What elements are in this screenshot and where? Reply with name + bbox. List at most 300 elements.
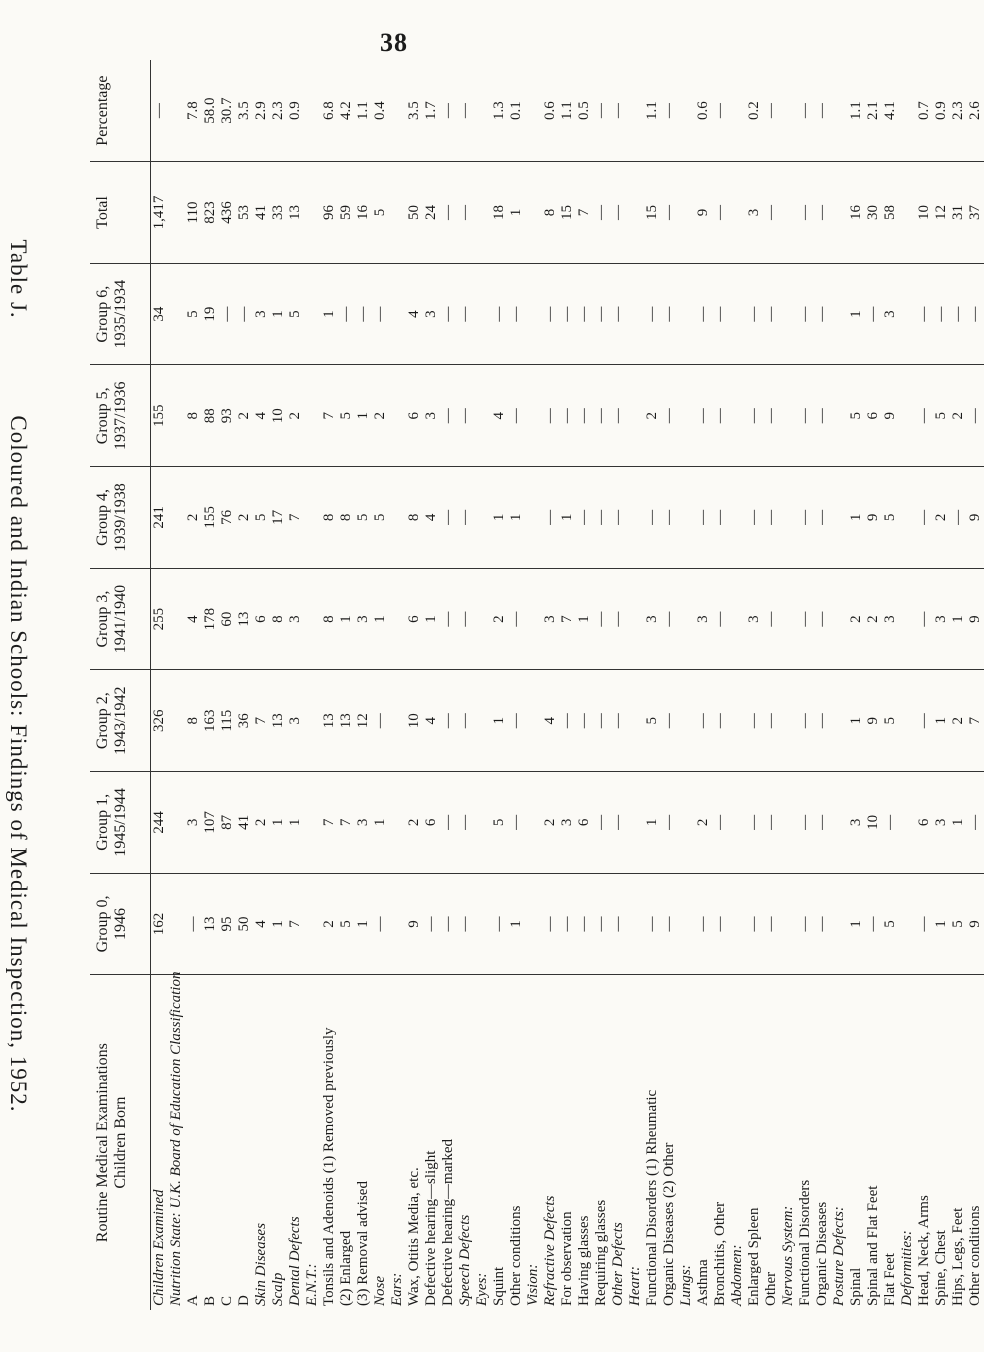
table-cell: 4: [185, 568, 202, 670]
table-cell: —: [457, 60, 474, 162]
table-heading: Coloured and Indian Schools: Findings of Medical Inspection, 1952.: [6, 415, 31, 1113]
table-cell: 58.0: [202, 60, 219, 162]
table-cell: 1: [559, 467, 576, 569]
table-cell: 1: [950, 568, 967, 670]
row-label: B: [202, 1295, 218, 1306]
row-label: Nose: [372, 1276, 388, 1306]
table-cell: [304, 772, 321, 874]
row-label: Other conditions: [508, 1205, 524, 1306]
table-cell: [831, 162, 848, 264]
table-row: [389, 60, 406, 1310]
table-cell: —: [219, 263, 236, 365]
table-cell: 6: [916, 772, 933, 874]
table-cell: —: [338, 263, 355, 365]
table-cell: 5: [338, 365, 355, 467]
table-row: [219, 60, 236, 1310]
table-cell: [780, 670, 797, 772]
table-cell: 5: [185, 263, 202, 365]
table-cell: —: [661, 162, 678, 264]
table-cell: 3: [355, 568, 372, 670]
row-label: E.N.T.:: [304, 1263, 320, 1306]
table-row: [202, 60, 219, 1310]
table-cell: —: [593, 60, 610, 162]
table-cell: 2: [491, 568, 508, 670]
table-cell: 5: [338, 873, 355, 975]
row-label: Head, Neck, Arms: [916, 1195, 932, 1306]
table-cell: 3: [542, 568, 559, 670]
table-cell: 3: [287, 568, 304, 670]
table-cell: —: [712, 670, 729, 772]
table-row: [525, 60, 542, 1310]
table-cell: 93: [219, 365, 236, 467]
table-cell: 24: [423, 162, 440, 264]
table-cell: 0.5: [576, 60, 593, 162]
table-cell: [729, 772, 746, 874]
table-cell: —: [797, 365, 814, 467]
table-cell: —: [355, 263, 372, 365]
table-cell: [899, 670, 916, 772]
table-cell: 3.5: [406, 60, 423, 162]
table-cell: 6: [576, 772, 593, 874]
table-cell: 3: [695, 568, 712, 670]
table-cell: —: [576, 365, 593, 467]
table-cell: 1: [423, 568, 440, 670]
table-cell: [304, 873, 321, 975]
table-cell: [678, 772, 695, 874]
column-header: [90, 467, 151, 569]
table-cell: 9: [865, 670, 882, 772]
table-cell: 1: [372, 772, 389, 874]
row-label: Children Examined: [151, 1189, 167, 1306]
column-header-line: 1939/1938: [112, 483, 129, 552]
table-cell: —: [542, 263, 559, 365]
table-cell: 6: [406, 568, 423, 670]
table-cell: 36: [236, 670, 253, 772]
table-cell: [474, 568, 491, 670]
table-cell: —: [933, 263, 950, 365]
table-row: [542, 60, 559, 1310]
table-cell: 1: [491, 670, 508, 772]
table-cell: [729, 873, 746, 975]
table-cell: 162: [151, 873, 169, 975]
table-cell: 58: [882, 162, 899, 264]
table-cell: —: [814, 670, 831, 772]
table-cell: —: [746, 365, 763, 467]
side-heading: [5, 239, 31, 1112]
table-cell: 2: [950, 365, 967, 467]
column-header-line: Percentage: [94, 75, 111, 146]
table-cell: 1: [950, 772, 967, 874]
row-label: Squint: [491, 1266, 507, 1306]
table-cell: —: [593, 568, 610, 670]
row-label: Bronchitis, Other: [712, 1201, 728, 1306]
table-cell: 6: [406, 365, 423, 467]
table-cell: [304, 60, 321, 162]
table-cell: —: [559, 365, 576, 467]
table-cell: [525, 772, 542, 874]
table-cell: [474, 162, 491, 264]
table-cell: [389, 263, 406, 365]
table-cell: —: [440, 873, 457, 975]
page-number: 38: [380, 28, 408, 57]
table-cell: —: [440, 670, 457, 772]
table-cell: 76: [219, 467, 236, 569]
table-cell: [729, 162, 746, 264]
row-label: Skin Diseases: [253, 1223, 269, 1306]
table-row: [797, 60, 814, 1310]
table-cell: —: [576, 467, 593, 569]
table-cell: 1: [287, 772, 304, 874]
column-header-line: 1935/1934: [112, 279, 129, 349]
table-row: [236, 60, 253, 1310]
table-cell: 5: [372, 467, 389, 569]
row-label: Other Defects: [610, 1222, 626, 1306]
table-cell: 53: [236, 162, 253, 264]
table-cell: 2: [933, 467, 950, 569]
row-label: Organic Diseases (2) Other: [661, 1142, 677, 1306]
column-header: [90, 772, 151, 874]
table-cell: [168, 772, 185, 874]
table-cell: —: [661, 467, 678, 569]
table-cell: 2: [185, 467, 202, 569]
table-cell: —: [797, 772, 814, 874]
table-cell: 1: [270, 873, 287, 975]
rotated-table: [90, 60, 983, 1310]
table-cell: —: [814, 60, 831, 162]
row-label: (2) Enlarged: [338, 1230, 354, 1306]
table-row: [406, 60, 423, 1310]
table-cell: 1: [508, 873, 525, 975]
table-row: [644, 60, 661, 1310]
table-cell: —: [610, 263, 627, 365]
table-cell: [780, 873, 797, 975]
table-row: [355, 60, 372, 1310]
table-cell: [389, 568, 406, 670]
table-cell: 4: [253, 873, 270, 975]
row-label: Vision:: [525, 1263, 541, 1306]
row-label: A: [185, 1295, 201, 1306]
table-cell: [780, 772, 797, 874]
table-cell: 0.9: [933, 60, 950, 162]
table-cell: 1: [355, 873, 372, 975]
table-cell: 41: [236, 772, 253, 874]
column-header-line: 1937/1936: [112, 381, 129, 450]
table-cell: —: [440, 568, 457, 670]
table-cell: [678, 60, 695, 162]
table-cell: —: [763, 365, 780, 467]
table-cell: —: [967, 365, 984, 467]
row-label: Nervous System:: [780, 1205, 796, 1306]
table-cell: 4: [423, 670, 440, 772]
table-row: [780, 60, 797, 1310]
table-cell: [525, 162, 542, 264]
table-cell: 155: [151, 365, 169, 467]
table-cell: 1.1: [848, 60, 865, 162]
table-cell: [627, 568, 644, 670]
table-cell: [389, 60, 406, 162]
table-cell: 7: [321, 365, 338, 467]
table-cell: 4.1: [882, 60, 899, 162]
table-cell: [678, 263, 695, 365]
table-cell: 3: [253, 263, 270, 365]
table-cell: [899, 263, 916, 365]
table-body: [151, 60, 984, 1310]
table-row: [695, 60, 712, 1310]
table-cell: —: [967, 263, 984, 365]
row-label: Tonsils and Adenoids (1) Removed previously: [321, 1027, 337, 1306]
table-cell: [899, 60, 916, 162]
table-cell: 1.1: [559, 60, 576, 162]
table-row: [559, 60, 576, 1310]
table-cell: [831, 772, 848, 874]
table-cell: 7: [576, 162, 593, 264]
table-cell: —: [661, 568, 678, 670]
table-cell: —: [457, 873, 474, 975]
table-cell: 1: [576, 568, 593, 670]
table-cell: [729, 467, 746, 569]
table-cell: 4.2: [338, 60, 355, 162]
column-header-line: Group 4,: [94, 488, 111, 546]
table-cell: [678, 467, 695, 569]
table-cell: 1: [321, 263, 338, 365]
table-cell: 3: [882, 568, 899, 670]
table-cell: —: [950, 263, 967, 365]
table-cell: 1: [933, 670, 950, 772]
row-label: Posture Defects:: [831, 1206, 847, 1306]
table-cell: [525, 263, 542, 365]
table-cell: 7: [967, 670, 984, 772]
table-cell: —: [661, 60, 678, 162]
table-cell: —: [491, 263, 508, 365]
table-cell: 155: [202, 467, 219, 569]
row-label: Scalp: [270, 1272, 286, 1306]
table-cell: —: [712, 162, 729, 264]
table-cell: —: [661, 263, 678, 365]
table-cell: [525, 60, 542, 162]
table-cell: 9: [967, 873, 984, 975]
column-header-line: Group 0,: [94, 895, 111, 953]
table-cell: 7: [559, 568, 576, 670]
table-cell: [389, 670, 406, 772]
table-cell: [474, 60, 491, 162]
column-header-label: [90, 975, 151, 1310]
table-cell: —: [610, 568, 627, 670]
table-cell: —: [797, 162, 814, 264]
table-cell: [678, 670, 695, 772]
row-label: Functional Disorders (1) Rheumatic: [644, 1089, 660, 1306]
table-cell: 178: [202, 568, 219, 670]
table-cell: 2.6: [967, 60, 984, 162]
table-cell: 6: [865, 365, 882, 467]
table-cell: 5: [287, 263, 304, 365]
column-header-line: 1946: [112, 907, 129, 940]
table-cell: —: [814, 162, 831, 264]
table-cell: 60: [219, 568, 236, 670]
row-label: Functional Disorders: [797, 1179, 813, 1306]
table-cell: [304, 263, 321, 365]
table-cell: 96: [321, 162, 338, 264]
table-cell: [474, 365, 491, 467]
table-cell: —: [661, 365, 678, 467]
table-cell: 8: [406, 467, 423, 569]
table-cell: —: [695, 467, 712, 569]
table-cell: —: [916, 365, 933, 467]
table-cell: —: [865, 263, 882, 365]
table-cell: 5: [491, 772, 508, 874]
table-cell: —: [916, 670, 933, 772]
table-cell: —: [916, 568, 933, 670]
table-cell: [831, 467, 848, 569]
table-cell: —: [797, 873, 814, 975]
table-cell: —: [593, 365, 610, 467]
table-row: [304, 60, 321, 1310]
table-cell: [780, 568, 797, 670]
table-cell: [525, 568, 542, 670]
table-cell: 1: [491, 467, 508, 569]
table-row: [610, 60, 627, 1310]
table-cell: —: [763, 873, 780, 975]
table-cell: 1: [933, 873, 950, 975]
table-cell: —: [661, 670, 678, 772]
table-cell: —: [746, 772, 763, 874]
table-cell: —: [457, 162, 474, 264]
table-row: [831, 60, 848, 1310]
table-cell: —: [508, 568, 525, 670]
row-label: Ears:: [389, 1272, 405, 1306]
table-cell: 3: [746, 568, 763, 670]
table-cell: —: [610, 467, 627, 569]
table-cell: 0.7: [916, 60, 933, 162]
table-cell: —: [763, 263, 780, 365]
table-cell: [168, 365, 185, 467]
table-row: [270, 60, 287, 1310]
table-row: [253, 60, 270, 1310]
table-cell: —: [797, 263, 814, 365]
table-cell: 326: [151, 670, 169, 772]
table-cell: —: [712, 568, 729, 670]
table-cell: [899, 162, 916, 264]
row-label: Refractive Defects: [542, 1195, 558, 1306]
table-cell: 2: [542, 772, 559, 874]
table-cell: 15: [559, 162, 576, 264]
column-header: [90, 263, 151, 365]
table-cell: [729, 568, 746, 670]
row-label: C: [219, 1295, 235, 1306]
table-cell: 107: [202, 772, 219, 874]
table-cell: [168, 568, 185, 670]
table-cell: 7: [287, 467, 304, 569]
row-label: Other conditions: [967, 1205, 983, 1306]
table-cell: 1.1: [355, 60, 372, 162]
table-cell: —: [372, 263, 389, 365]
table-cell: 3.5: [236, 60, 253, 162]
table-cell: —: [185, 873, 202, 975]
table-cell: —: [814, 263, 831, 365]
table-cell: —: [695, 873, 712, 975]
table-cell: 30.7: [219, 60, 236, 162]
table-cell: —: [457, 568, 474, 670]
table-cell: [168, 60, 185, 162]
table-cell: [627, 772, 644, 874]
table-cell: 1: [338, 568, 355, 670]
table-cell: 2.3: [270, 60, 287, 162]
table-cell: 1: [644, 772, 661, 874]
column-header-line: Children Born: [112, 1096, 129, 1189]
table-cell: 0.6: [695, 60, 712, 162]
table-cell: [780, 467, 797, 569]
table-row: [627, 60, 644, 1310]
table-cell: 8: [542, 162, 559, 264]
table-cell: 3: [559, 772, 576, 874]
table-cell: —: [508, 365, 525, 467]
table-cell: —: [610, 60, 627, 162]
row-label: D: [236, 1295, 252, 1306]
table-cell: [168, 263, 185, 365]
table-cell: 163: [202, 670, 219, 772]
table-row: [899, 60, 916, 1310]
table-cell: [627, 263, 644, 365]
table-cell: 255: [151, 568, 169, 670]
table-cell: —: [763, 772, 780, 874]
table-cell: —: [610, 365, 627, 467]
table-cell: 3: [355, 772, 372, 874]
table-cell: 5: [644, 670, 661, 772]
column-header-line: 1941/1940: [112, 584, 129, 654]
table-cell: [729, 263, 746, 365]
table-cell: 7: [321, 772, 338, 874]
table-cell: 3: [746, 162, 763, 264]
table-cell: 18: [491, 162, 508, 264]
table-cell: —: [712, 365, 729, 467]
row-label: Spinal and Flat Feet: [865, 1185, 881, 1306]
table-cell: —: [491, 873, 508, 975]
table-cell: 10: [406, 670, 423, 772]
table-cell: [304, 365, 321, 467]
table-cell: 3: [933, 568, 950, 670]
table-row: [576, 60, 593, 1310]
table-cell: 5: [372, 162, 389, 264]
table-cell: —: [712, 467, 729, 569]
table-cell: —: [423, 873, 440, 975]
table-cell: 6: [423, 772, 440, 874]
table-cell: —: [644, 467, 661, 569]
table-cell: —: [542, 365, 559, 467]
table-cell: 8: [321, 467, 338, 569]
row-label: Having glasses: [576, 1215, 592, 1306]
row-label: Requiring glasses: [593, 1199, 609, 1306]
column-header: [90, 670, 151, 772]
table-cell: —: [695, 365, 712, 467]
table-cell: 1: [355, 365, 372, 467]
row-label: Lungs:: [678, 1264, 694, 1306]
table-cell: —: [950, 467, 967, 569]
table-cell: [304, 162, 321, 264]
table-row: [491, 60, 508, 1310]
table-cell: 9: [882, 365, 899, 467]
table-cell: —: [559, 263, 576, 365]
table-row: [185, 60, 202, 1310]
table-cell: [627, 873, 644, 975]
table-cell: 0.1: [508, 60, 525, 162]
table-cell: 2: [372, 365, 389, 467]
table-cell: 33: [270, 162, 287, 264]
table-row: [933, 60, 950, 1310]
table-cell: [899, 873, 916, 975]
table-cell: 2: [253, 772, 270, 874]
table-cell: [678, 365, 695, 467]
table-row: [712, 60, 729, 1310]
table-row: [457, 60, 474, 1310]
